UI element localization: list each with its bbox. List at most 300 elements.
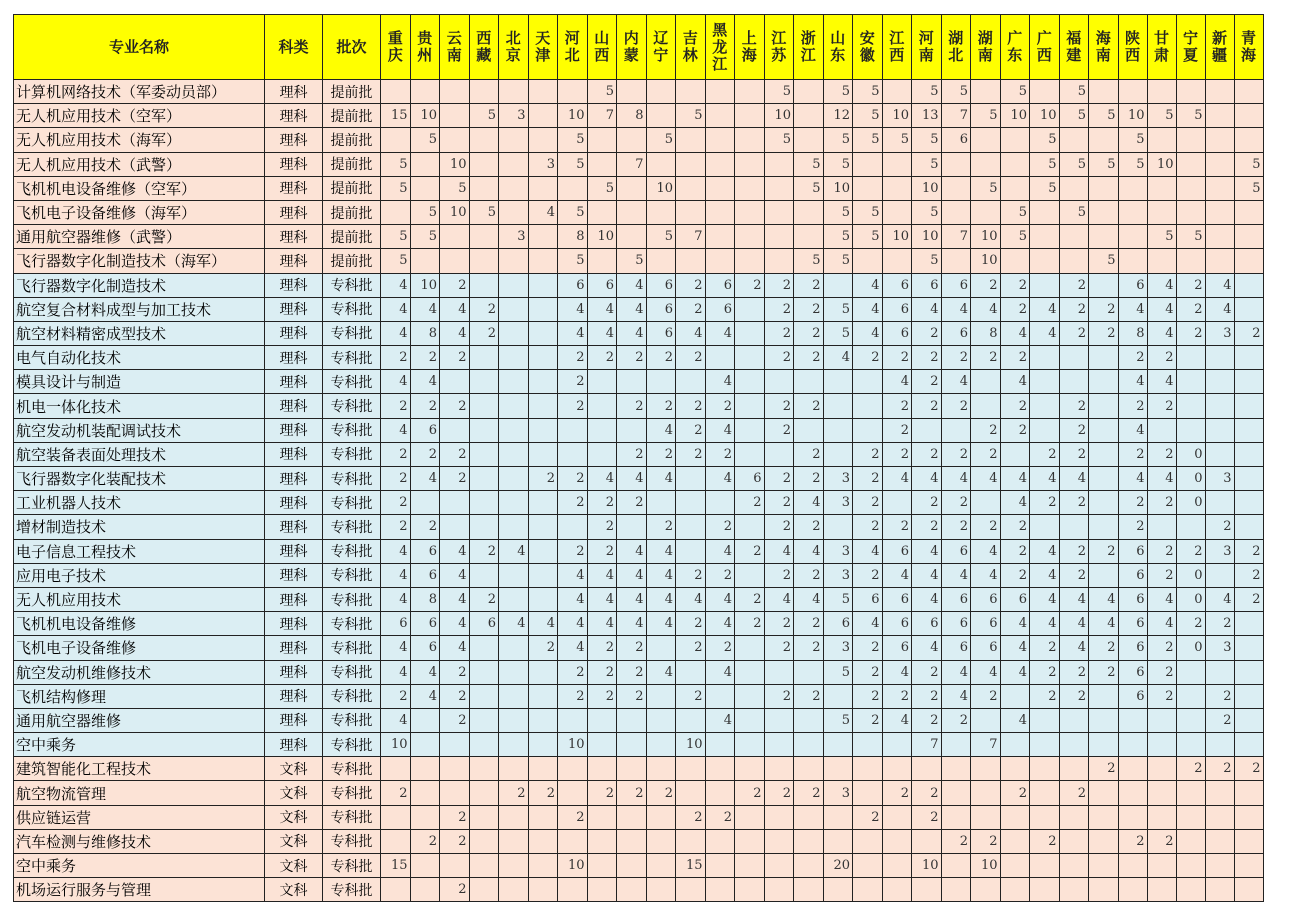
quota-cell: 2: [646, 346, 676, 370]
quota-cell: [617, 225, 647, 249]
quota-cell: [617, 733, 647, 757]
quota-cell: [528, 297, 558, 321]
quota-cell: [1059, 733, 1089, 757]
quota-cell: 5: [469, 200, 499, 224]
quota-cell: [1059, 805, 1089, 829]
header-province: 黑 龙 江: [705, 15, 735, 80]
category-cell: 理科: [265, 394, 323, 418]
quota-cell: [705, 128, 735, 152]
quota-cell: [1059, 878, 1089, 902]
quota-cell: 2: [1059, 660, 1089, 684]
quota-cell: [823, 442, 853, 466]
quota-cell: 4: [705, 612, 735, 636]
quota-cell: [469, 660, 499, 684]
major-name-cell: 汽车检测与维修技术: [14, 829, 265, 853]
quota-cell: 4: [1205, 297, 1234, 321]
quota-cell: 2: [882, 346, 912, 370]
quota-cell: 4: [705, 587, 735, 611]
header-province: 广 西: [1030, 15, 1060, 80]
quota-cell: 2: [941, 394, 971, 418]
quota-cell: [882, 805, 912, 829]
quota-cell: 2: [764, 418, 794, 442]
quota-cell: [1118, 200, 1147, 224]
quota-cell: 2: [528, 781, 558, 805]
quota-cell: [971, 708, 1001, 732]
quota-cell: [1089, 273, 1119, 297]
quota-cell: 4: [440, 636, 470, 660]
quota-cell: 5: [794, 176, 824, 200]
major-name-cell: 通用航空器维修: [14, 708, 265, 732]
quota-cell: 4: [528, 612, 558, 636]
table-row: [14, 225, 1264, 249]
quota-cell: 4: [1000, 467, 1030, 491]
quota-cell: 4: [794, 539, 824, 563]
quota-cell: [1176, 805, 1205, 829]
major-name-cell: 增材制造技术: [14, 515, 265, 539]
quota-cell: 2: [1176, 612, 1205, 636]
quota-cell: [735, 563, 765, 587]
quota-cell: 5: [381, 249, 411, 273]
quota-cell: [1089, 805, 1119, 829]
header-province: 西 藏: [469, 15, 499, 80]
quota-cell: [410, 733, 440, 757]
quota-cell: [1059, 829, 1089, 853]
quota-cell: [646, 152, 676, 176]
quota-cell: [1118, 878, 1147, 902]
quota-cell: [853, 878, 883, 902]
quota-cell: [617, 370, 647, 394]
quota-cell: [1234, 80, 1263, 104]
quota-cell: 2: [1000, 418, 1030, 442]
quota-cell: 5: [823, 660, 853, 684]
quota-cell: [528, 757, 558, 781]
quota-cell: 2: [1059, 781, 1089, 805]
quota-cell: 20: [823, 854, 853, 878]
quota-cell: [705, 225, 735, 249]
quota-cell: 2: [882, 394, 912, 418]
quota-cell: [794, 104, 824, 128]
quota-cell: 2: [676, 805, 706, 829]
quota-cell: 2: [1205, 612, 1234, 636]
quota-cell: [528, 563, 558, 587]
table-row: [14, 467, 1264, 491]
quota-cell: 4: [1147, 370, 1176, 394]
quota-cell: [499, 176, 529, 200]
quota-cell: 4: [558, 587, 588, 611]
quota-cell: [1030, 346, 1060, 370]
quota-cell: 5: [823, 321, 853, 345]
quota-cell: 2: [853, 346, 883, 370]
quota-cell: 2: [853, 467, 883, 491]
quota-cell: [617, 708, 647, 732]
quota-cell: [853, 370, 883, 394]
quota-cell: 2: [1059, 273, 1089, 297]
quota-cell: 2: [971, 273, 1001, 297]
quota-cell: [587, 370, 617, 394]
quota-cell: [528, 829, 558, 853]
quota-cell: 3: [499, 104, 529, 128]
quota-cell: [1059, 370, 1089, 394]
quota-cell: 2: [587, 781, 617, 805]
quota-cell: 2: [1147, 660, 1176, 684]
quota-cell: [1176, 708, 1205, 732]
quota-cell: [735, 297, 765, 321]
quota-cell: [440, 757, 470, 781]
quota-cell: [735, 176, 765, 200]
quota-cell: 2: [587, 684, 617, 708]
quota-cell: [469, 684, 499, 708]
quota-cell: [735, 878, 765, 902]
quota-cell: [558, 442, 588, 466]
batch-cell: 提前批: [323, 128, 381, 152]
quota-cell: 4: [381, 273, 411, 297]
quota-cell: [823, 757, 853, 781]
quota-cell: 2: [1234, 563, 1263, 587]
quota-cell: 4: [558, 563, 588, 587]
quota-cell: [528, 80, 558, 104]
quota-cell: 2: [440, 660, 470, 684]
major-name-cell: 建筑智能化工程技术: [14, 757, 265, 781]
quota-cell: [735, 708, 765, 732]
quota-cell: 2: [1176, 321, 1205, 345]
quota-cell: 2: [1205, 708, 1234, 732]
quota-cell: 2: [735, 273, 765, 297]
table-row: [14, 176, 1264, 200]
quota-cell: 6: [941, 539, 971, 563]
category-cell: 理科: [265, 297, 323, 321]
quota-cell: [1030, 757, 1060, 781]
quota-cell: [381, 829, 411, 853]
quota-cell: [617, 515, 647, 539]
quota-cell: 0: [1176, 467, 1205, 491]
quota-cell: 4: [587, 612, 617, 636]
quota-cell: [794, 757, 824, 781]
batch-cell: 专科批: [323, 636, 381, 660]
quota-cell: 2: [764, 491, 794, 515]
quota-cell: [469, 636, 499, 660]
quota-cell: [676, 757, 706, 781]
quota-cell: [676, 878, 706, 902]
quota-cell: 6: [646, 297, 676, 321]
quota-cell: 2: [912, 515, 942, 539]
quota-cell: [676, 781, 706, 805]
quota-cell: 2: [941, 442, 971, 466]
quota-cell: 5: [912, 80, 942, 104]
batch-cell: 提前批: [323, 225, 381, 249]
table-row: [14, 370, 1264, 394]
quota-cell: [971, 805, 1001, 829]
quota-cell: 10: [558, 104, 588, 128]
quota-cell: [1205, 80, 1234, 104]
quota-cell: [1059, 515, 1089, 539]
quota-cell: 5: [1089, 104, 1119, 128]
quota-cell: 2: [794, 636, 824, 660]
quota-cell: 2: [381, 467, 411, 491]
quota-cell: [646, 805, 676, 829]
quota-cell: 2: [882, 515, 912, 539]
quota-cell: 7: [941, 104, 971, 128]
quota-cell: [1205, 225, 1234, 249]
quota-cell: 10: [1147, 152, 1176, 176]
quota-cell: [705, 781, 735, 805]
header-province: 浙 江: [794, 15, 824, 80]
quota-cell: [1205, 491, 1234, 515]
quota-cell: [440, 418, 470, 442]
quota-cell: [941, 176, 971, 200]
quota-cell: 4: [971, 563, 1001, 587]
quota-cell: 2: [735, 612, 765, 636]
quota-cell: [1089, 733, 1119, 757]
quota-cell: [381, 878, 411, 902]
major-name-cell: 空中乘务: [14, 733, 265, 757]
quota-cell: 4: [912, 587, 942, 611]
quota-cell: 2: [1000, 346, 1030, 370]
quota-cell: 5: [823, 708, 853, 732]
quota-cell: 10: [558, 854, 588, 878]
quota-cell: [764, 854, 794, 878]
quota-cell: [794, 854, 824, 878]
table-row: [14, 418, 1264, 442]
quota-cell: [469, 249, 499, 273]
quota-cell: 2: [853, 805, 883, 829]
quota-cell: 6: [971, 636, 1001, 660]
quota-cell: [1234, 491, 1263, 515]
quota-cell: 6: [410, 612, 440, 636]
quota-cell: [1234, 781, 1263, 805]
quota-cell: [764, 660, 794, 684]
header-province: 海 南: [1089, 15, 1119, 80]
major-name-cell: 机场运行服务与管理: [14, 878, 265, 902]
quota-cell: [705, 878, 735, 902]
table-row: [14, 587, 1264, 611]
quota-cell: [1118, 781, 1147, 805]
quota-cell: 2: [676, 442, 706, 466]
quota-cell: [410, 708, 440, 732]
quota-cell: [1059, 854, 1089, 878]
quota-cell: 2: [1234, 587, 1263, 611]
header-province: 河 北: [558, 15, 588, 80]
quota-cell: [1147, 249, 1176, 273]
quota-cell: 5: [912, 152, 942, 176]
quota-cell: [646, 829, 676, 853]
quota-cell: 4: [1089, 587, 1119, 611]
quota-cell: 2: [1089, 539, 1119, 563]
header-province: 北 京: [499, 15, 529, 80]
category-cell: 理科: [265, 636, 323, 660]
quota-cell: 4: [853, 297, 883, 321]
quota-cell: [764, 225, 794, 249]
quota-cell: [587, 442, 617, 466]
quota-cell: [1000, 757, 1030, 781]
quota-cell: 2: [676, 684, 706, 708]
batch-cell: 专科批: [323, 854, 381, 878]
quota-cell: [440, 104, 470, 128]
quota-cell: 2: [440, 878, 470, 902]
quota-cell: [469, 829, 499, 853]
quota-cell: [735, 442, 765, 466]
major-name-cell: 通用航空器维修（武警）: [14, 225, 265, 249]
quota-cell: [381, 200, 411, 224]
quota-cell: 3: [1205, 321, 1234, 345]
major-name-cell: 飞机机电设备维修: [14, 612, 265, 636]
quota-cell: 2: [941, 515, 971, 539]
quota-cell: 3: [823, 467, 853, 491]
quota-cell: [528, 854, 558, 878]
quota-cell: [646, 878, 676, 902]
quota-cell: [676, 176, 706, 200]
batch-cell: 专科批: [323, 370, 381, 394]
quota-cell: 4: [381, 321, 411, 345]
quota-cell: [1176, 781, 1205, 805]
quota-cell: 2: [912, 805, 942, 829]
quota-cell: 10: [764, 104, 794, 128]
quota-cell: 2: [676, 346, 706, 370]
quota-cell: 5: [587, 176, 617, 200]
quota-cell: [705, 80, 735, 104]
quota-cell: [794, 128, 824, 152]
quota-cell: 2: [676, 418, 706, 442]
quota-cell: [1000, 442, 1030, 466]
quota-cell: 4: [912, 467, 942, 491]
major-name-cell: 飞行器数字化装配技术: [14, 467, 265, 491]
quota-cell: [410, 152, 440, 176]
quota-cell: 2: [853, 708, 883, 732]
quota-cell: [469, 854, 499, 878]
quota-cell: [1030, 515, 1060, 539]
quota-cell: 2: [853, 515, 883, 539]
quota-cell: 2: [794, 781, 824, 805]
quota-cell: 4: [882, 370, 912, 394]
quota-cell: 6: [941, 321, 971, 345]
quota-cell: [410, 854, 440, 878]
major-name-cell: 供应链运营: [14, 805, 265, 829]
quota-cell: 5: [1176, 104, 1205, 128]
quota-cell: 2: [1205, 684, 1234, 708]
quota-cell: [1234, 104, 1263, 128]
quota-cell: 2: [853, 491, 883, 515]
quota-cell: [1030, 225, 1060, 249]
quota-cell: [882, 200, 912, 224]
quota-cell: [735, 394, 765, 418]
quota-cell: [528, 273, 558, 297]
quota-cell: [794, 80, 824, 104]
quota-cell: [676, 708, 706, 732]
category-cell: 文科: [265, 781, 323, 805]
quota-cell: 4: [646, 467, 676, 491]
quota-cell: 5: [853, 200, 883, 224]
major-name-cell: 计算机网络技术（军委动员部）: [14, 80, 265, 104]
quota-cell: 3: [499, 225, 529, 249]
quota-cell: [1234, 273, 1263, 297]
header-province: 天 津: [528, 15, 558, 80]
quota-cell: [617, 854, 647, 878]
quota-cell: 2: [1000, 563, 1030, 587]
quota-cell: 5: [912, 128, 942, 152]
quota-cell: [1234, 370, 1263, 394]
quota-cell: 4: [794, 491, 824, 515]
quota-cell: [558, 80, 588, 104]
quota-cell: [587, 128, 617, 152]
quota-cell: 6: [882, 612, 912, 636]
quota-cell: 5: [381, 152, 411, 176]
quota-cell: 3: [823, 563, 853, 587]
table-row: [14, 152, 1264, 176]
quota-cell: [1147, 757, 1176, 781]
quota-cell: [735, 660, 765, 684]
quota-cell: [882, 80, 912, 104]
quota-cell: 5: [558, 249, 588, 273]
quota-cell: 2: [1234, 757, 1263, 781]
batch-cell: 提前批: [323, 152, 381, 176]
quota-cell: 4: [882, 467, 912, 491]
quota-cell: 6: [941, 587, 971, 611]
quota-cell: 5: [381, 225, 411, 249]
quota-cell: [676, 80, 706, 104]
quota-cell: [587, 733, 617, 757]
quota-cell: 7: [912, 733, 942, 757]
quota-cell: 4: [823, 346, 853, 370]
quota-cell: [469, 708, 499, 732]
header-province: 广 东: [1000, 15, 1030, 80]
category-cell: 理科: [265, 587, 323, 611]
quota-cell: 6: [1118, 273, 1147, 297]
quota-cell: 2: [1176, 757, 1205, 781]
quota-cell: [1089, 394, 1119, 418]
quota-cell: 6: [1118, 660, 1147, 684]
table-row: [14, 563, 1264, 587]
quota-cell: [528, 346, 558, 370]
quota-cell: 5: [1234, 152, 1263, 176]
quota-cell: [823, 829, 853, 853]
quota-cell: 2: [912, 491, 942, 515]
quota-cell: 2: [1059, 297, 1089, 321]
quota-cell: 2: [971, 829, 1001, 853]
quota-cell: 2: [941, 346, 971, 370]
quota-cell: 4: [617, 539, 647, 563]
quota-cell: [1118, 854, 1147, 878]
table-row: [14, 104, 1264, 128]
quota-cell: [1205, 781, 1234, 805]
quota-cell: [587, 829, 617, 853]
quota-cell: 4: [1147, 297, 1176, 321]
quota-cell: [528, 660, 558, 684]
quota-cell: [764, 200, 794, 224]
quota-cell: 4: [646, 612, 676, 636]
quota-cell: [617, 805, 647, 829]
quota-cell: [1205, 442, 1234, 466]
quota-cell: [528, 515, 558, 539]
quota-cell: 5: [587, 80, 617, 104]
quota-cell: [1176, 854, 1205, 878]
quota-cell: 4: [440, 539, 470, 563]
quota-cell: [1089, 200, 1119, 224]
quota-cell: 4: [1030, 612, 1060, 636]
quota-cell: 5: [1059, 152, 1089, 176]
quota-cell: [646, 370, 676, 394]
quota-cell: 4: [1147, 467, 1176, 491]
quota-cell: [1147, 176, 1176, 200]
quota-cell: 2: [440, 829, 470, 853]
quota-cell: [794, 708, 824, 732]
quota-cell: [794, 225, 824, 249]
quota-cell: [941, 781, 971, 805]
table-row: [14, 249, 1264, 273]
quota-cell: [440, 249, 470, 273]
quota-cell: [1089, 442, 1119, 466]
quota-cell: 3: [823, 781, 853, 805]
batch-cell: 提前批: [323, 249, 381, 273]
quota-cell: [1089, 80, 1119, 104]
